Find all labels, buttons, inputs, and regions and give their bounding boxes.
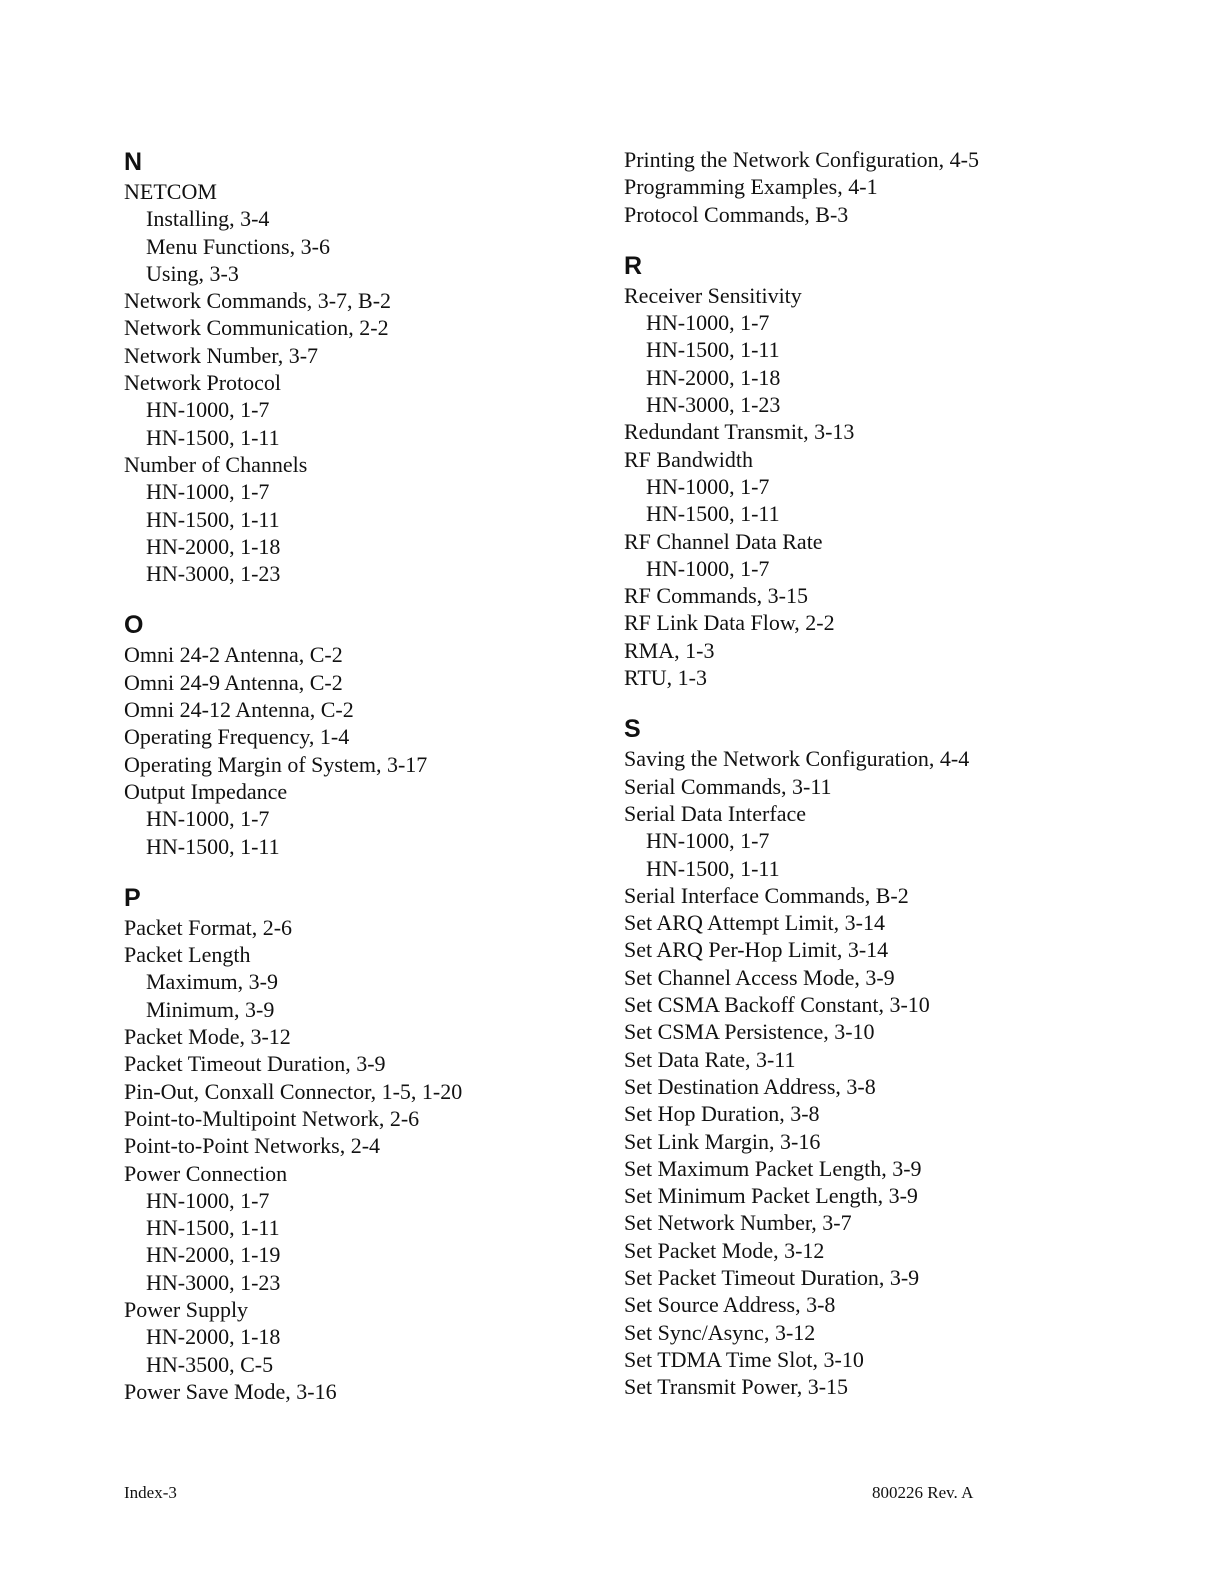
index-section <box>624 250 1144 691</box>
index-entry-list <box>124 178 594 587</box>
index-entry: Packet Timeout Duration, 3-9 <box>124 1051 386 1077</box>
index-subentry: HN-2000, 1-18 <box>146 533 281 559</box>
index-entry: Network Communication, 2-2 <box>124 315 389 341</box>
index-column-right <box>624 146 1144 1422</box>
index-entry: Network Number, 3-7 <box>124 342 319 368</box>
index-section <box>624 146 1144 228</box>
index-subentry: HN-2000, 1-19 <box>146 1242 281 1268</box>
index-subentry: HN-2000, 1-18 <box>146 1324 281 1350</box>
index-entry: Printing the Network Configuration, 4-5 <box>624 147 980 172</box>
index-entry: Packet Length <box>124 942 251 968</box>
index-entry: Pin-Out, Conxall Connector, 1-5, 1-20 <box>124 1078 463 1104</box>
index-entry: NETCOM <box>124 179 217 204</box>
index-subentry: HN-1500, 1-11 <box>146 506 280 532</box>
index-subentry: HN-1000, 1-7 <box>646 310 770 336</box>
index-subentry: HN-1000, 1-7 <box>646 555 770 581</box>
index-entry-list <box>624 745 1144 1400</box>
index-column-left <box>124 146 594 1427</box>
index-entry: Set TDMA Time Slot, 3-10 <box>624 1346 864 1372</box>
index-subentry: HN-3000, 1-23 <box>146 561 281 587</box>
index-subentry: HN-3000, 1-23 <box>646 392 781 418</box>
index-section <box>124 609 594 859</box>
index-entry-list <box>124 914 594 1405</box>
index-entry: Point-to-Point Networks, 2-4 <box>124 1133 381 1159</box>
index-entry: Receiver Sensitivity <box>624 282 802 308</box>
index-entry: Set CSMA Persistence, 3-10 <box>624 1019 875 1045</box>
index-entry: Set ARQ Attempt Limit, 3-14 <box>624 910 885 936</box>
index-subentry: HN-1500, 1-11 <box>146 833 280 859</box>
section-letter-heading: S <box>624 715 641 744</box>
index-subentry: HN-1000, 1-7 <box>646 473 770 499</box>
index-section <box>624 713 1144 1400</box>
index-entry: Set Destination Address, 3-8 <box>624 1073 876 1099</box>
index-entry: RF Channel Data Rate <box>624 528 823 554</box>
index-entry: Serial Commands, 3-11 <box>624 773 832 799</box>
index-subentry: HN-3000, 1-23 <box>146 1269 281 1295</box>
index-entry: Programming Examples, 4-1 <box>624 174 878 200</box>
index-entry: Point-to-Multipoint Network, 2-6 <box>124 1105 420 1131</box>
index-subentry: HN-1000, 1-7 <box>146 1187 270 1213</box>
index-subentry: Menu Functions, 3-6 <box>146 233 330 259</box>
index-subentry: Installing, 3-4 <box>146 206 270 232</box>
index-entry: Omni 24-12 Antenna, C-2 <box>124 697 354 723</box>
section-letter-heading: R <box>624 251 643 280</box>
index-entry: Network Commands, 3-7, B-2 <box>124 288 392 314</box>
index-entry: Network Protocol <box>124 370 282 396</box>
index-subentry: Minimum, 3-9 <box>146 996 275 1022</box>
index-entry: Number of Channels <box>124 451 308 477</box>
index-entry: Set Maximum Packet Length, 3-9 <box>624 1155 922 1181</box>
index-subentry: HN-1000, 1-7 <box>646 828 770 854</box>
index-subentry: HN-1500, 1-11 <box>646 855 780 881</box>
index-entry: RF Link Data Flow, 2-2 <box>624 610 835 636</box>
index-entry: Set Source Address, 3-8 <box>624 1292 836 1318</box>
index-entry: Power Connection <box>124 1160 288 1186</box>
index-entry: Protocol Commands, B-3 <box>624 201 849 227</box>
index-subentry: HN-1500, 1-11 <box>646 337 780 363</box>
index-entry: RF Commands, 3-15 <box>624 583 808 609</box>
document-revision: 800226 Rev. A <box>872 1483 974 1502</box>
index-entry: RMA, 1-3 <box>624 637 715 663</box>
index-entry: Serial Interface Commands, B-2 <box>624 882 909 908</box>
index-entry: Set Channel Access Mode, 3-9 <box>624 964 895 990</box>
index-entry: Packet Mode, 3-12 <box>124 1024 291 1050</box>
index-entry: Operating Frequency, 1-4 <box>124 724 350 750</box>
index-entry-list <box>624 282 1144 691</box>
index-subentry: Maximum, 3-9 <box>146 969 278 995</box>
index-entry: Power Save Mode, 3-16 <box>124 1378 337 1404</box>
index-subentry: HN-2000, 1-18 <box>646 364 781 390</box>
index-entry: Set Link Margin, 3-16 <box>624 1128 821 1154</box>
index-subentry: HN-3500, C-5 <box>146 1351 274 1377</box>
index-entry: Power Supply <box>124 1296 249 1322</box>
index-entry: RTU, 1-3 <box>624 665 708 691</box>
index-entry: Redundant Transmit, 3-13 <box>624 419 855 445</box>
index-section <box>124 146 594 587</box>
index-section <box>124 882 594 1405</box>
index-entry: Set Hop Duration, 3-8 <box>624 1101 820 1127</box>
index-subentry: HN-1000, 1-7 <box>146 397 270 423</box>
index-entry: Set Minimum Packet Length, 3-9 <box>624 1183 918 1209</box>
index-entry: Set Packet Timeout Duration, 3-9 <box>624 1264 920 1290</box>
section-letter-heading: P <box>124 883 141 912</box>
index-subentry: HN-1500, 1-11 <box>146 424 280 450</box>
index-entry: Set Transmit Power, 3-15 <box>624 1374 849 1400</box>
index-entry: Output Impedance <box>124 778 288 804</box>
index-entry-list <box>124 641 594 859</box>
index-subentry: Using, 3-3 <box>146 260 239 286</box>
page-number: Index-3 <box>124 1483 177 1502</box>
index-entry: Omni 24-9 Antenna, C-2 <box>124 669 343 695</box>
index-entry-list <box>624 146 1144 228</box>
index-entry: Set CSMA Backoff Constant, 3-10 <box>624 992 930 1018</box>
section-letter-heading: O <box>124 611 144 640</box>
index-entry: Operating Margin of System, 3-17 <box>124 751 428 777</box>
index-subentry: HN-1000, 1-7 <box>146 806 270 832</box>
index-entry: Omni 24-2 Antenna, C-2 <box>124 642 343 668</box>
index-entry: Set ARQ Per-Hop Limit, 3-14 <box>624 937 889 963</box>
index-subentry: HN-1500, 1-11 <box>146 1215 280 1241</box>
index-subentry: HN-1500, 1-11 <box>646 501 780 527</box>
index-subentry: HN-1000, 1-7 <box>146 479 270 505</box>
index-entry: Set Data Rate, 3-11 <box>624 1046 796 1072</box>
section-letter-heading: N <box>124 148 143 176</box>
index-entry: Saving the Network Configuration, 4-4 <box>624 746 970 772</box>
index-entry: Packet Format, 2-6 <box>124 914 293 940</box>
index-entry: RF Bandwidth <box>624 446 753 472</box>
index-entry: Serial Data Interface <box>624 800 806 826</box>
index-entry: Set Network Number, 3-7 <box>624 1210 852 1236</box>
index-entry: Set Sync/Async, 3-12 <box>624 1319 816 1345</box>
index-entry: Set Packet Mode, 3-12 <box>624 1237 825 1263</box>
